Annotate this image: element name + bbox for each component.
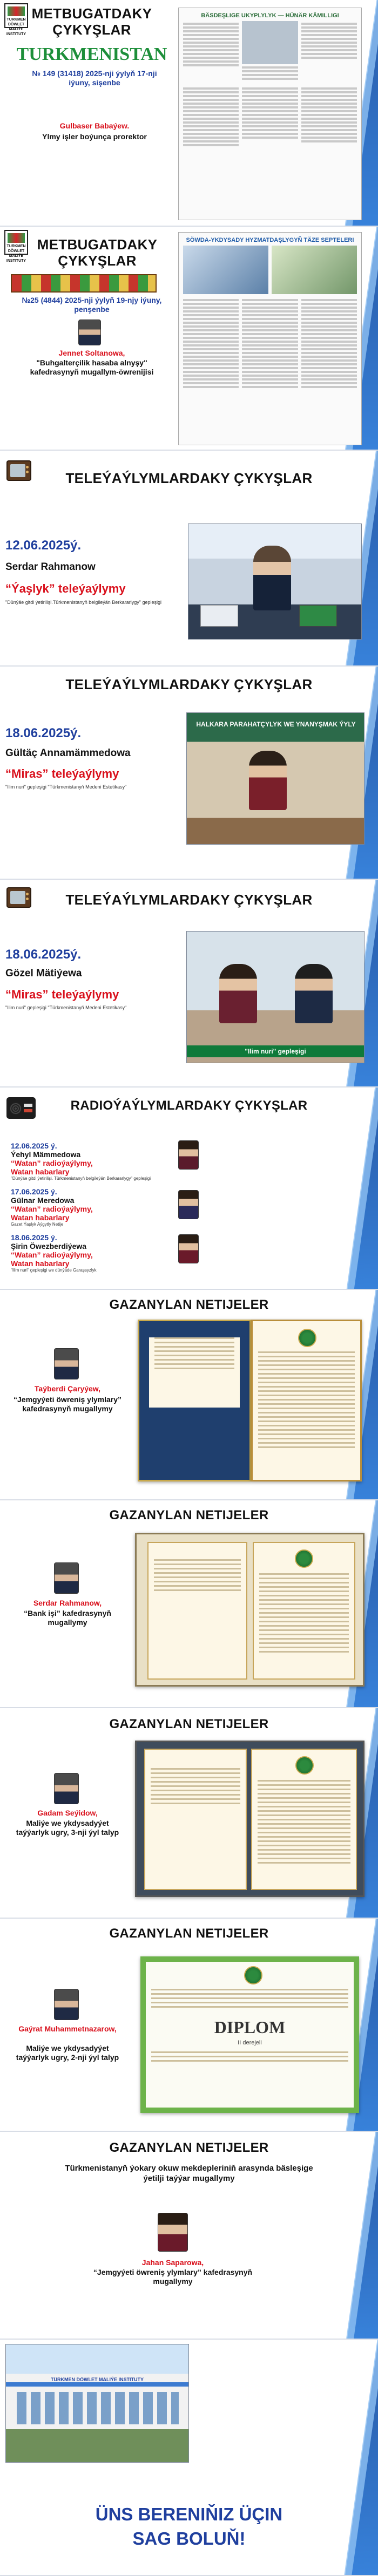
radio-channel: “Watan” radioýaýlymy, [11, 1205, 93, 1213]
slide-title: RADIOÝAÝLYMLARDAKY ÇYKYŞLAR [70, 1098, 308, 1113]
radio-person: Ýehyl Mämmedowa [11, 1150, 81, 1159]
seal-emblem [244, 1966, 262, 1984]
broadcast-date: 18.06.2025ý. [5, 947, 82, 962]
building-sign: TÜRKMEN DÖWLET MALIÝE INSTITUTY [51, 2377, 144, 2382]
newspaper-article [178, 8, 362, 220]
seal-emblem [295, 1756, 314, 1775]
person-role: “Bank işi” kafedrasynyň mugallymy [24, 1609, 111, 1627]
radio-program: Watan habarlary [11, 1259, 70, 1268]
institute-building-photo [5, 2344, 189, 2463]
radio-person: Gülnar Meredowa [11, 1196, 75, 1205]
radio-date: 12.06.2025 ý. [11, 1141, 57, 1150]
screen-banner: "Ilim nuri" gepleşigi [187, 1045, 364, 1057]
seal-emblem [298, 1329, 316, 1347]
radio-program: Watan habarlary [11, 1167, 70, 1176]
person-name: Serdar Rahmanow [5, 561, 96, 573]
radio-item-1 [11, 1141, 173, 1181]
certificate-frame [135, 1741, 364, 1897]
tv-screenshot [186, 931, 364, 1063]
author-name: Gulbaser Babaýew. [59, 121, 130, 130]
person-role: “Jemgyýeti öwreniş ylymlary” kafedrasynyň mugallymy [93, 2268, 253, 2286]
person-role: Maliýe we ykdysadyýet taýýarlyk ugry, 2-nji ýyl talyp [16, 2044, 119, 2062]
issue-line: № 149 (31418) 2025-nji ýylyň 17-nji iýuny, sişenbe [32, 69, 157, 87]
radio-caption: "Dünýäe gitdi ýetirilişi. Türkmenistanyň belgileýän Berkararlygy" gepleşigi [11, 1176, 151, 1181]
slide-results-4 [0, 1919, 378, 2132]
slide-results-3 [0, 1708, 378, 1919]
person-name: Gözel Mätiýewa [5, 968, 82, 979]
radio-program: Watan habarlary [11, 1213, 70, 1222]
person-photo [54, 1348, 79, 1379]
slide-title: TELEÝAÝLYMLARDAKY ÇYKYŞLAR [65, 892, 313, 908]
person-photo [178, 1140, 199, 1170]
seal-emblem [295, 1549, 313, 1568]
broadcast-date: 18.06.2025ý. [5, 726, 82, 740]
person-name: Serdar Rahmanow, [33, 1599, 102, 1607]
author-name: Jennet Soltanowa, [58, 349, 125, 357]
slide-tv-2 [0, 667, 378, 880]
radio-channel: “Watan” radioýaýlymy, [11, 1159, 93, 1167]
channel-name: “Miras” teleýaýlymy [5, 988, 119, 1001]
person-photo [54, 1773, 79, 1804]
newspaper-article [178, 232, 362, 445]
channel-name: “Ýaşlyk” teleýaýlymy [5, 582, 126, 595]
person-photo [178, 1234, 199, 1263]
slide-results-2 [0, 1500, 378, 1708]
slide-title: TELEÝAÝLYMLARDAKY ÇYKYŞLAR [65, 470, 313, 486]
person-photo [178, 1190, 199, 1219]
slide-title: GAZANYLAN NETIJELER [109, 2140, 269, 2155]
person-name: Gültäç Annamämmedowa [5, 747, 131, 759]
radio-icon [6, 1097, 36, 1119]
author-role: "Buhgalterçilik hasaba alnyşy" kafedrasynyň mugallym-öwrenijisi [30, 358, 154, 376]
certificate-right [251, 1320, 362, 1481]
closing-line-1: ÜNS BERENIŇIZ ÜÇIN [95, 2504, 283, 2524]
radio-caption: "Ilim nuri" gepleşigi we dünýäde Garaşsyzlyk [11, 1268, 97, 1273]
paper-masthead: TURKMENISTAN [16, 44, 167, 64]
institute-logo: TURKMEN DÖWLET MALIÝE INSTITUTY [4, 230, 28, 255]
slide-title: GAZANYLAN NETIJELER [109, 1297, 269, 1312]
author-photo [78, 320, 101, 345]
institute-logo: TURKMEN DÖWLET MALIÝE INSTITUTY [4, 3, 28, 28]
slide-press-1 [0, 0, 378, 227]
slide-radio [0, 1088, 378, 1290]
screen-banner: HALKARA PARAHATÇYLYK WE YNANYŞMAK ÝYLY [196, 721, 356, 728]
slide-title: METBUGATDAKY ÇYKYŞLAR [37, 236, 158, 269]
radio-channel: “Watan” radioýaýlymy, [11, 1250, 93, 1259]
issue-line: №25 (4844) 2025-nji ýylyň 19-njy iýuny, penşenbe [22, 296, 162, 314]
certificate-left [138, 1320, 251, 1481]
slide-title: METBUGATDAKY ÇYKYŞLAR [31, 5, 152, 38]
person-role: “Jemgyýeti öwreniş ylymlary” kafedrasynyň mugallymy [14, 1395, 122, 1413]
person-name: Gadam Seýidow, [37, 1809, 98, 1817]
radio-person: Şirin Öwezberdiýewa [11, 1242, 87, 1250]
article-headline: BÄSDEŞLIGE UKYPLYLYK — HÜNÄR KÄMILLIGI [201, 12, 339, 19]
person-name: Jahan Saparowa, [141, 2258, 204, 2267]
program-caption: "Ilim nuri" gepleşigi "Türkmenistanyň Medeni Estetikasy" [5, 784, 127, 790]
person-photo [158, 2213, 188, 2252]
slide-results-1 [0, 1290, 378, 1500]
radio-item-3 [11, 1233, 173, 1273]
radio-date: 17.06.2025 ý. [11, 1187, 57, 1196]
diploma-certificate [140, 1956, 359, 2113]
slide-closing [0, 2340, 378, 2576]
diploma-label: DIPLOM [214, 2017, 286, 2037]
slide-subtitle: Türkmenistanyň ýokary okuw mekdepleriniň arasynda bäsleşige ýetilji taýýar mugallymy [65, 2164, 313, 2183]
slide-title: GAZANYLAN NETIJELER [109, 1717, 269, 1731]
person-photo [54, 1989, 79, 2020]
radio-caption: Gazet Ýaşlyk Aýgytly Netije [11, 1222, 64, 1227]
person-name: Taýberdi Çaryýew, [34, 1384, 101, 1393]
person-role: Maliýe we ykdysadyýet taýýarlyk ugry, 3-nji ýyl talyp [16, 1819, 119, 1837]
slide-tv-3 [0, 880, 378, 1088]
slide-title: GAZANYLAN NETIJELER [109, 1508, 269, 1523]
tv-icon [6, 887, 31, 908]
radio-item-2 [11, 1187, 173, 1227]
article-headline: SÖWDA-YKDYSADY HYZMATDAŞLYGYŇ TÄZE SEPTELERI [186, 237, 354, 243]
person-photo [54, 1562, 79, 1594]
slide-press-2 [0, 227, 378, 451]
program-caption: "Dünýäe gitdi ýetirilişi.Türkmenistanyň belgileýän Berkararlygy" gepleşigi [5, 600, 162, 605]
closing-line-2: SAG BOLUŇ! [132, 2529, 246, 2548]
slide-title: GAZANYLAN NETIJELER [109, 1926, 269, 1941]
tv-icon [6, 460, 31, 481]
author-role: Ylmy işler boýunça prorektor [42, 132, 147, 141]
slide-results-5 [0, 2132, 378, 2340]
broadcast-date: 12.06.2025ý. [5, 538, 82, 553]
paper-masthead [11, 274, 157, 293]
slide-title: TELEÝAÝLYMLARDAKY ÇYKYŞLAR [65, 676, 313, 692]
slide-tv-1 [0, 451, 378, 667]
channel-name: “Miras” teleýaýlymy [5, 767, 119, 780]
program-caption: "Ilim nuri" gepleşigi "Türkmenistanyň Medeni Estetikasy" [5, 1005, 127, 1010]
radio-date: 18.06.2025 ý. [11, 1233, 57, 1242]
tv-screenshot [186, 712, 364, 845]
person-name: Gaýrat Muhammetnazarow, [18, 2024, 117, 2033]
diploma-degree: II derejeli [238, 2040, 262, 2046]
certificate-frame [135, 1533, 364, 1687]
tv-screenshot [188, 524, 362, 640]
